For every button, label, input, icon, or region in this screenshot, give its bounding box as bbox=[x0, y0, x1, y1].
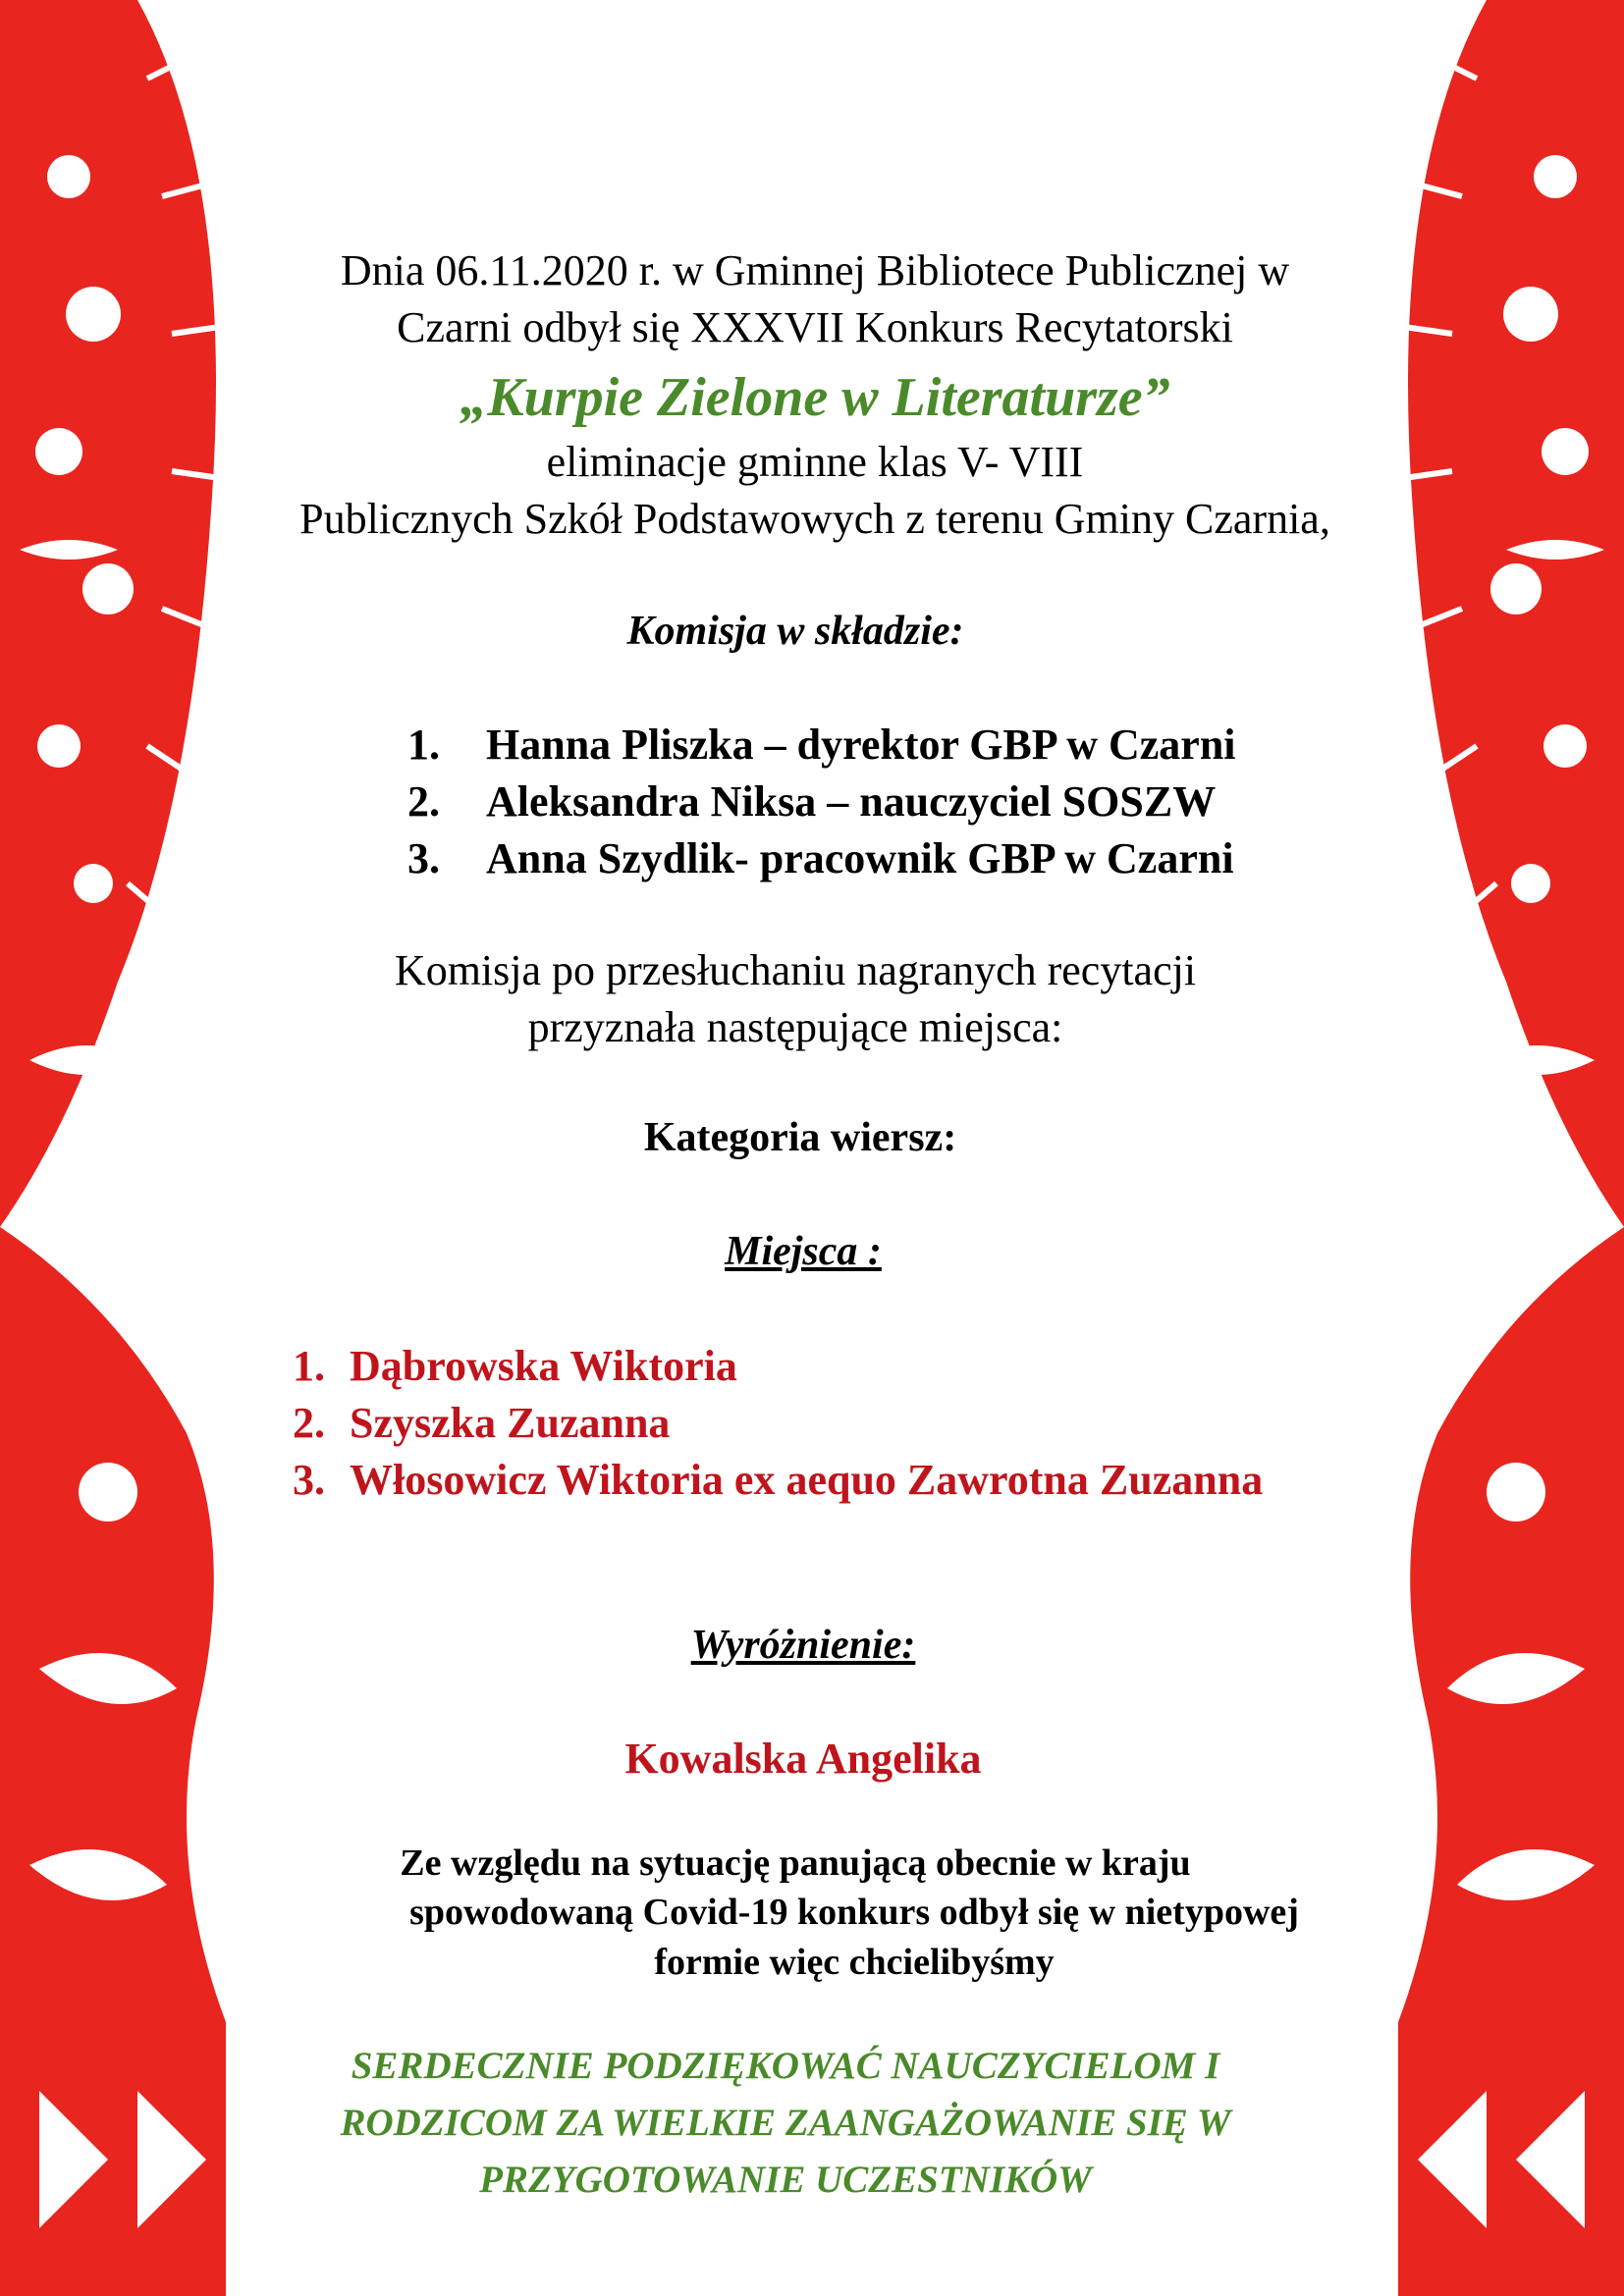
document-body bbox=[216, 0, 1414, 2296]
note-line-1: Ze względu na sytuację panującą obecnie w kraju bbox=[400, 1842, 1191, 1884]
intro-line-1: Dnia 06.11.2020 r. w Gminnej Bibliotece Publicznej w bbox=[340, 246, 1290, 294]
place-item: 2. Szyszka Zuzanna bbox=[293, 1399, 671, 1447]
contest-title: „Kurpie Zielone w Literaturze” bbox=[460, 367, 1170, 428]
distinction-name: Kowalska Angelika bbox=[624, 1735, 982, 1783]
jury-member: 1. Hanna Pliszka – dyrektor GBP w Czarni bbox=[407, 721, 1236, 769]
place-item: 3. Włosowicz Wiktoria ex aequo Zawrotna Zuzanna bbox=[293, 1456, 1264, 1504]
distinction-heading: Wyróżnienie: bbox=[690, 1623, 916, 1668]
award-intro-line-1: Komisja po przesłuchaniu nagranych recytacji bbox=[394, 946, 1197, 994]
jury-member: 2. Aleksandra Niksa – nauczyciel SOSZW bbox=[407, 777, 1217, 826]
note-line-2: spowodowaną Covid-19 konkurs odbył się w nietypowej bbox=[409, 1892, 1299, 1933]
thanks-line-3: PRZYGOTOWANIE UCZESTNIKÓW bbox=[479, 2159, 1092, 2201]
places-heading: Miejsca : bbox=[725, 1229, 882, 1274]
intro-line-3: eliminacje gminne klas V- VIII bbox=[546, 438, 1084, 486]
intro-line-2: Czarni odbył się XXXVII Konkurs Recytatorski bbox=[397, 303, 1233, 351]
thanks-line-1: SERDECZNIE PODZIĘKOWAĆ NAUCZYCIELOM I bbox=[351, 2045, 1220, 2087]
category-heading: Kategoria wiersz: bbox=[643, 1115, 957, 1160]
jury-list bbox=[407, 717, 1236, 887]
award-intro-line-2: przyznała następujące miejsca: bbox=[527, 1003, 1063, 1051]
place-item: 1. Dąbrowska Wiktoria bbox=[293, 1342, 737, 1390]
intro-line-4: Publicznych Szkół Podstawowych z terenu Gminy Czarnia, bbox=[299, 495, 1330, 543]
jury-heading: Komisja w składzie: bbox=[626, 609, 964, 654]
note-line-3: formie więc chcielibyśmy bbox=[654, 1942, 1055, 1983]
places-list bbox=[293, 1338, 1263, 1509]
thanks-line-2: RODZICOM ZA WIELKIE ZAANGAŻOWANIE SIĘ W bbox=[340, 2102, 1231, 2144]
jury-member: 3. Anna Szydlik- pracownik GBP w Czarni bbox=[407, 834, 1234, 882]
